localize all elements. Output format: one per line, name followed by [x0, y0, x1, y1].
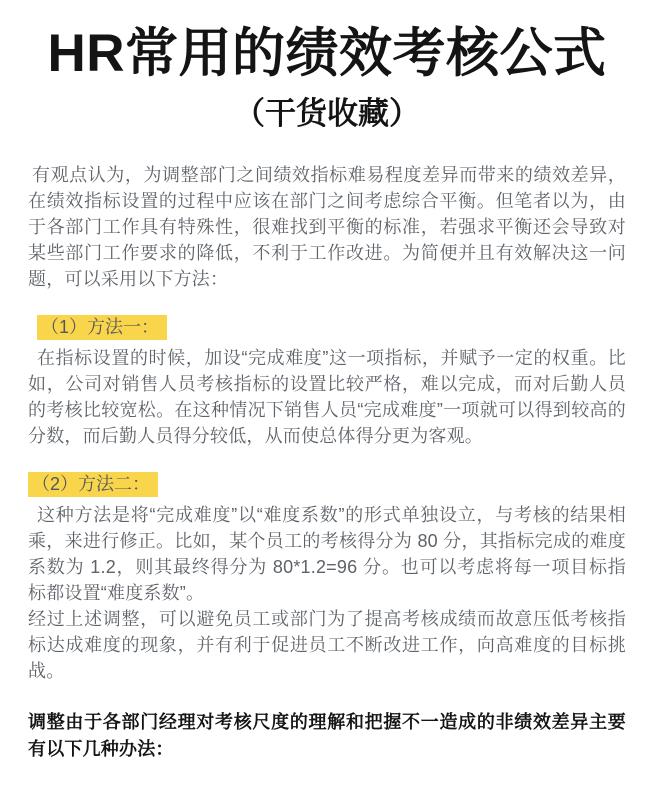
page-title: HR常用的绩效考核公式 — [47, 24, 607, 83]
page-subtitle: （干货收藏） — [234, 96, 420, 131]
method-1-highlight-label: （1）方法一： — [37, 315, 167, 340]
method-2-note: 经过上述调整，可以避免员工或部门为了提高考核成绩而故意压低考核指标达成难度的现象，并有利于促进员工不断改进工作，向高难度的目标挑战。 — [28, 609, 626, 681]
intro-paragraph: 有观点认为，为调整部门之间绩效指标难易程度差异而带来的绩效差异，在绩效指标设置的过程中应该在部门之间考虑综合平衡。但笔者以为，由于各部门工作具有特殊性，很难找到平衡的标准，若强求平衡还会导致对某些部门工作要求的降低，不利于工作改进。为简便并且有效解决这一问题，可以采用以下方法： — [28, 165, 626, 289]
section-method-2 — [28, 472, 626, 684]
method-1-body: 在指标设置的时候，加设“完成难度”这一项指标，并赋予一定的权重。比如，公司对销售人员考核指标的设置比较严格，难以完成，而对后勤人员的考核比较宽松。在这种情况下销售人员“完成难度”一项就可以得到较高的分数，而后勤人员得分较低，从而使总体得分更为客观。 — [28, 348, 626, 446]
method-2-body: 这种方法是将“完成难度”以“难度系数”的形式单独设立，与考核的结果相乘，来进行修正。比如，某个员工的考核得分为 80 分，其指标完成的难度系数为 1.2，则其最终得分为 80*1.2=96 分。也可以考虑将每一项目标指标都设置“难度系数”。 — [28, 505, 626, 603]
method-2-label-row — [28, 472, 626, 497]
section-method-1 — [28, 315, 626, 449]
method-2-highlight-label: （2）方法二： — [28, 472, 158, 497]
method-1-label-row — [37, 315, 626, 340]
closing-paragraph: 调整由于各部门经理对考核尺度的理解和把握不一造成的非绩效差异主要有以下几种办法： — [28, 712, 626, 759]
